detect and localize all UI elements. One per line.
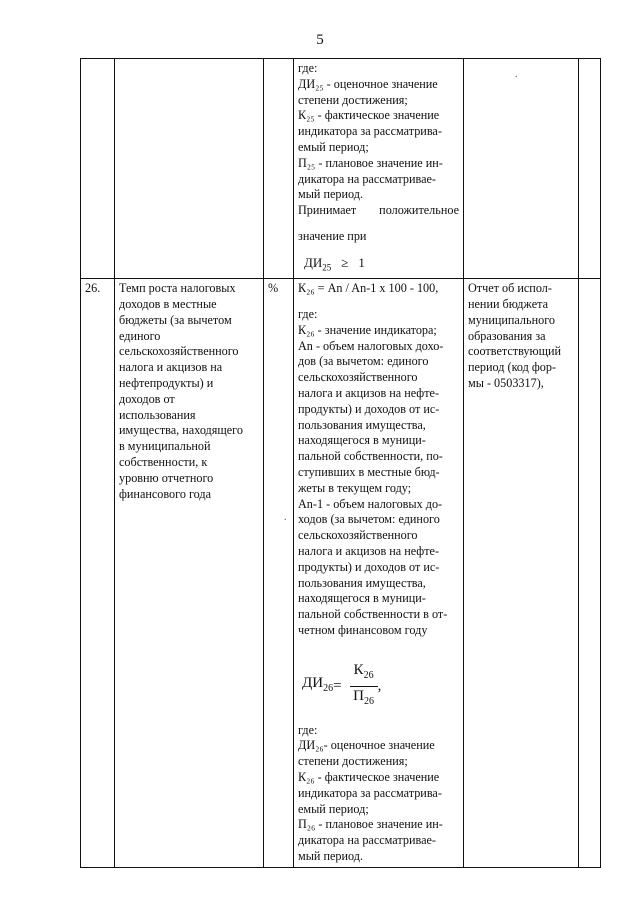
denominator-sub: 26 xyxy=(363,696,374,708)
condition-lhs: ДИ xyxy=(304,254,323,270)
formula-line: An-1 - объем налоговых до- xyxy=(298,496,443,511)
formula-line: степени достижения; xyxy=(298,92,408,107)
name-line: финансового года xyxy=(119,486,212,501)
name-line: сельскохозяйственного xyxy=(119,344,239,359)
name-line: в муниципальной xyxy=(119,439,211,454)
formula-line: продукты) и доходов от ис- xyxy=(298,401,440,416)
formula-line: ДИ₂₅ - оценочное значение xyxy=(298,76,438,91)
cell-formula-26 xyxy=(294,279,464,868)
condition-operator: ≥ xyxy=(341,254,349,270)
accept-line xyxy=(298,203,459,219)
cell-formula-25 xyxy=(294,59,464,279)
cell-extra-empty xyxy=(579,279,601,868)
formula-line: налога и акцизов на нефте- xyxy=(298,543,440,558)
formula-line: пальной собственности, по- xyxy=(298,449,443,464)
accept-word: положительное xyxy=(379,203,459,218)
formula-line: где: xyxy=(298,722,318,737)
formula-line: ДИ₂₆- оценочное значение xyxy=(298,738,435,753)
formula-line: жеты в текущем году; xyxy=(298,480,412,495)
cell-number-empty xyxy=(81,59,115,279)
formula-line: К₂₆ - значение индикатора; xyxy=(298,322,437,337)
formula-line: индикатора за рассматрива- xyxy=(298,124,442,139)
cell-name-empty xyxy=(115,59,264,279)
accept-line-2: значение при xyxy=(298,228,367,243)
formula-line: налога и акцизов на нефте- xyxy=(298,385,440,400)
source-line: Отчет об испол- xyxy=(468,281,552,296)
name-line: использования xyxy=(119,407,196,422)
fraction-denominator xyxy=(353,687,374,710)
name-line: единого xyxy=(119,328,161,343)
numerator-sub: 26 xyxy=(363,670,374,682)
formula-line: дикатора на рассматривае- xyxy=(298,833,436,848)
formula-line: индикатора за рассматрива- xyxy=(298,785,442,800)
formula-line: К₂₆ - фактическое значение xyxy=(298,770,440,785)
formula-line: П₂₅ - плановое значение ин- xyxy=(298,155,443,170)
stray-mark: . xyxy=(515,69,518,80)
formula-line: пальной собственности в от- xyxy=(298,607,448,622)
formula-line: где: xyxy=(298,306,318,321)
formula-line: емый период; xyxy=(298,801,369,816)
di-formula xyxy=(302,661,459,713)
name-line: бюджеты (за вычетом xyxy=(119,312,232,327)
name-line: нефтепродукты) и xyxy=(119,375,214,390)
formula-line: П₂₆ - плановое значение ин- xyxy=(298,817,443,832)
formula-line: четном финансовом году xyxy=(298,622,428,637)
name-line: доходов от xyxy=(119,391,175,406)
cell-unit: % xyxy=(264,279,294,868)
cell-unit-empty xyxy=(264,59,294,279)
stray-mark: . xyxy=(284,512,287,523)
cell-name xyxy=(115,279,264,868)
formula-line: сельскохозяйственного xyxy=(298,370,418,385)
formula-line: ходов (за вычетом: единого xyxy=(298,512,440,527)
cell-extra-empty xyxy=(579,59,601,279)
name-line: доходов в местные xyxy=(119,296,217,311)
cell-source xyxy=(464,279,579,868)
indicator-table xyxy=(80,58,601,868)
source-line: муниципального xyxy=(468,312,555,327)
formula-line: дов (за вычетом: единого xyxy=(298,354,429,369)
name-line: имущества, находящего xyxy=(119,423,243,438)
formula-line: где: xyxy=(298,61,318,75)
cell-number: 26. xyxy=(81,279,115,868)
condition-sub: 25 xyxy=(322,262,332,273)
accept-word: Принимает xyxy=(298,203,357,218)
formula-line: К₂₅ - фактическое значение xyxy=(298,108,440,123)
formula-line: находящегося в муници- xyxy=(298,591,426,606)
formula-line: емый период; xyxy=(298,139,369,154)
formula-line: мый период. xyxy=(298,187,364,202)
di-comma: , xyxy=(377,677,382,694)
di-fraction xyxy=(350,663,378,710)
source-line: период (код фор- xyxy=(468,360,557,375)
cell-source-empty xyxy=(464,59,579,279)
name-line: собственности, к xyxy=(119,454,208,469)
di-equals: = xyxy=(333,677,342,694)
source-line: соответствующий xyxy=(468,344,562,359)
fraction-numerator xyxy=(350,663,378,687)
table-row-26 xyxy=(81,279,601,868)
di-lhs: ДИ xyxy=(302,675,324,692)
formula-line: К₂₆ = An / An-1 x 100 - 100, xyxy=(298,281,439,296)
name-line: уровню отчетного xyxy=(119,470,214,485)
denominator-symbol: П xyxy=(353,688,364,705)
formula-line: находящегося в муници- xyxy=(298,433,426,448)
formula-line: дикатора на рассматривае- xyxy=(298,171,436,186)
formula-line: продукты) и доходов от ис- xyxy=(298,559,440,574)
name-line: налога и акцизов на xyxy=(119,360,223,375)
formula-line: An - объем налоговых дохо- xyxy=(298,338,444,353)
condition-formula xyxy=(298,255,459,276)
source-line: мы - 0503317), xyxy=(468,375,544,390)
condition-rhs: 1 xyxy=(358,254,365,270)
source-line: образования за xyxy=(468,328,546,343)
formula-line: мый период. xyxy=(298,849,364,864)
table-row-25-continued xyxy=(81,59,601,279)
formula-line: степени достижения; xyxy=(298,754,408,769)
source-line: нении бюджета xyxy=(468,296,548,311)
formula-line: пользования имущества, xyxy=(298,575,426,590)
formula-line: сельскохозяйственного xyxy=(298,528,418,543)
numerator-symbol: К xyxy=(353,662,364,679)
formula-line: пользования имущества, xyxy=(298,417,426,432)
page-number: 5 xyxy=(316,32,324,48)
name-line: Темп роста налоговых xyxy=(119,281,236,296)
formula-line: ступивших в местные бюд- xyxy=(298,464,440,479)
di-sub: 26 xyxy=(323,683,334,695)
